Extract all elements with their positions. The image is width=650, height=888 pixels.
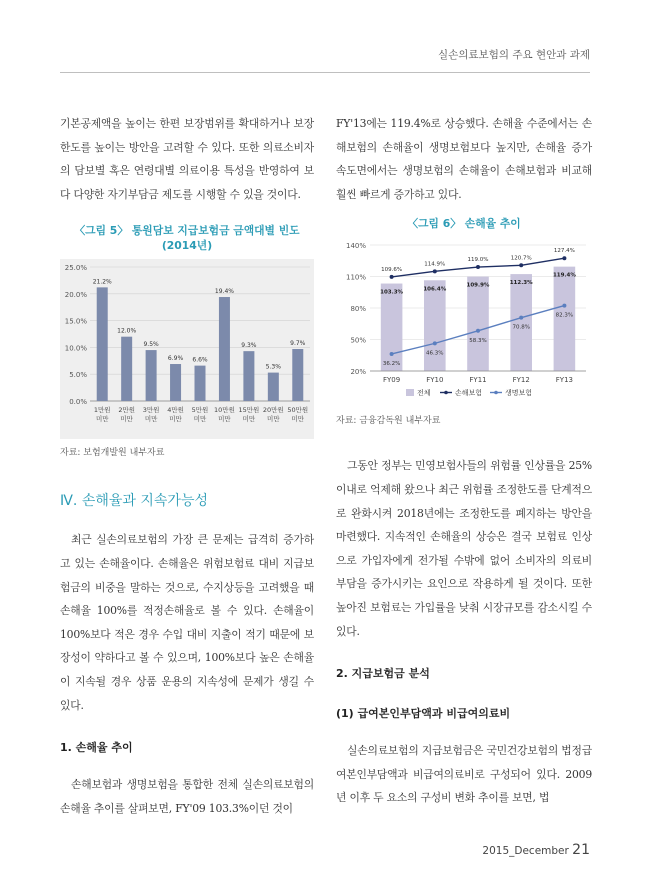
bar <box>243 352 254 402</box>
data-label: 103.3% <box>380 289 404 296</box>
x-tick-label: 미만 <box>95 415 109 424</box>
footer-label: 2015_December <box>482 845 569 857</box>
y-tick-label: 20% <box>350 368 366 377</box>
data-label: 109.6% <box>381 267 403 274</box>
x-tick-label: 3만원 <box>142 406 160 415</box>
data-point <box>562 304 566 308</box>
section-heading: Ⅳ. 손해율과 지속가능성 <box>60 493 208 510</box>
x-tick-label: 미만 <box>218 415 231 424</box>
data-label: 46.3% <box>426 350 444 357</box>
data-label: 127.4% <box>553 248 575 255</box>
paragraph: FY'13에는 119.4%로 상승했다. 손해율 수준에서는 손해보험의 손해율이 생명보험보다 높지만, 손해율 증가 속도면에서는 생명보험의 손해율이 손해보험과 비교해 훨씬 빠르게 증가하고 있다. <box>336 117 592 201</box>
data-label: 70.8% <box>512 325 530 332</box>
data-label: 6.6% <box>192 356 208 364</box>
x-tick-label: 15만원 <box>238 406 260 415</box>
y-tick-label: 10.0% <box>64 344 87 353</box>
bar <box>424 281 446 372</box>
figure-5-title: 〈그림 5〉 통원담보 지급보험금 금액대별 빈도(2014년) <box>74 224 300 253</box>
figure-6-chart <box>336 237 592 409</box>
bar <box>170 364 181 401</box>
right-column <box>336 112 592 810</box>
bar <box>510 274 532 371</box>
bar <box>554 267 576 371</box>
bar <box>195 366 206 401</box>
y-tick-label: 20.0% <box>64 291 87 300</box>
sub-sub-heading: (1) 급여본인부담액과 비급여의료비 <box>336 707 511 721</box>
y-tick-label: 15.0% <box>64 317 87 326</box>
x-tick-label: FY12 <box>512 376 530 385</box>
x-tick-label: 10만원 <box>214 406 235 415</box>
legend-marker <box>444 391 448 395</box>
y-tick-label: 50% <box>350 336 366 345</box>
data-point <box>519 316 523 320</box>
bar <box>97 288 108 402</box>
x-tick-label: FY11 <box>469 376 487 385</box>
running-header: 실손의료보험의 주요 현안과 과제 <box>437 49 590 61</box>
x-tick-label: 미만 <box>242 415 256 424</box>
paragraph: 최근 실손의료보험의 가장 큰 문제는 급격히 증가하고 있는 손해율이다. 손해율은 위험보험료 대비 지급보험금의 비중을 말하는 것으로, 수지상등을 고려했을 때 손해율 100%를 적정손해율로 볼 수 있다. 손해율이 100%보다 적은 경우 수입 대비 지출이 적기 때문에 보장성이 약하다고 볼 수 있으며, 100%보다 높은 손해율이 지속될 경우 상품 운용의 지속성에 문제가 생길 수 있다. <box>60 533 314 712</box>
bar <box>292 349 303 401</box>
data-point <box>390 352 394 356</box>
data-label: 58.3% <box>469 338 487 345</box>
bar <box>146 350 157 401</box>
x-tick-label: 2만원 <box>118 406 136 415</box>
data-label: 119.4% <box>552 273 576 280</box>
legend-swatch <box>406 389 414 396</box>
legend-label: 생명보험 <box>505 389 533 398</box>
data-label: 120.7% <box>510 255 532 262</box>
y-tick-label: 80% <box>350 305 366 314</box>
data-label: 112.3% <box>509 280 533 287</box>
y-tick-label: 110% <box>345 273 366 282</box>
data-point <box>519 264 523 268</box>
y-tick-label: 0.0% <box>69 398 87 407</box>
left-column <box>60 112 314 820</box>
chart-background <box>336 237 592 409</box>
data-label: 114.9% <box>424 261 446 268</box>
paragraph: 실손의료보험의 지급보험금은 국민건강보험의 법정급여본인부담액과 비급여의료비로 구성되어 있다. 2009년 이후 두 요소의 구성비 변화 추이를 보면, 법 <box>336 744 592 805</box>
paragraph: 손해보험과 생명보험을 통합한 전체 실손의료보험의 손해율 추이를 살펴보면, FY'09 103.3%이던 것이 <box>60 778 314 815</box>
sub-heading: 2. 지급보험금 분석 <box>336 667 430 681</box>
data-point <box>390 275 394 279</box>
legend-label: 전체 <box>417 389 431 398</box>
data-label: 12.0% <box>117 328 137 336</box>
data-label: 19.4% <box>214 288 234 296</box>
data-label: 9.3% <box>241 342 257 350</box>
y-tick-label: 5.0% <box>69 371 87 380</box>
data-point <box>476 265 480 269</box>
legend-label: 손해보험 <box>455 389 483 398</box>
page-footer <box>482 842 590 858</box>
y-tick-label: 25.0% <box>64 264 87 273</box>
x-tick-label: 미만 <box>193 415 207 424</box>
bar <box>268 373 279 401</box>
x-tick-label: 20만원 <box>262 406 284 415</box>
data-label: 82.3% <box>555 312 574 319</box>
data-point <box>433 342 437 346</box>
figure-5-source: 자료: 보험개발원 내부자료 <box>60 448 165 459</box>
data-label: 9.5% <box>143 341 159 349</box>
figure-6-title: 〈그림 6〉 손해율 추이 <box>407 217 521 231</box>
data-label: 106.4% <box>423 286 447 293</box>
data-label: 36.2% <box>382 361 401 368</box>
bar <box>467 277 489 371</box>
x-tick-label: 미만 <box>291 415 305 424</box>
legend-marker <box>494 391 498 395</box>
bar <box>121 337 132 401</box>
bar <box>219 297 230 401</box>
data-point <box>476 329 480 333</box>
paragraph: 그동안 정부는 민영보험사들의 위험률 인상률을 25% 이내로 억제해 왔으나 최근 위험률 조정한도를 단계적으로 완화시켜 2018년에는 조정한도를 폐지하는 방안을 마련했다. 지속적인 손해율의 상승은 결국 보험료 인상으로 가입자에게 전가될 수밖에 없어 소비자의 의료비 부담을 증가시키는 요인으로 작용하게 될 것이다. 또한 높아진 보험료는 가입률을 낮춰 시장규모를 감소시킬 수 있다. <box>336 459 592 638</box>
data-point <box>433 270 437 274</box>
data-label: 119.0% <box>467 257 489 264</box>
data-point <box>562 257 566 261</box>
data-label: 9.7% <box>290 340 306 348</box>
x-tick-label: 1만원 <box>93 406 111 415</box>
data-label: 109.9% <box>466 282 490 289</box>
x-tick-label: 4만원 <box>167 406 184 415</box>
figure-5-chart <box>60 259 314 439</box>
x-tick-label: 5만원 <box>191 406 209 415</box>
x-tick-label: 50만원 <box>287 406 309 415</box>
data-label: 6.9% <box>167 355 184 363</box>
x-tick-label: 미만 <box>267 415 280 424</box>
paragraph: 기본공제액을 높이는 한편 보장범위를 확대하거나 보장 한도를 높이는 방안을 고려할 수 있다. 또한 의료소비자의 담보별 혹은 연령대별 의료이용 특성을 반영하여 보다 다양한 자기부담금 제도를 시행할 수 있을 것이다. <box>60 117 314 201</box>
x-tick-label: 미만 <box>169 415 182 424</box>
x-tick-label: 미만 <box>120 415 133 424</box>
sub-heading: 1. 손해율 추이 <box>60 741 133 755</box>
x-tick-label: FY10 <box>426 376 444 385</box>
x-tick-label: FY09 <box>382 376 401 385</box>
header-rule <box>60 72 590 73</box>
data-label: 5.3% <box>265 363 281 371</box>
y-tick-label: 140% <box>345 242 366 251</box>
x-tick-label: FY13 <box>555 376 574 385</box>
page-number: 21 <box>572 842 590 858</box>
data-label: 21.2% <box>92 278 112 286</box>
x-tick-label: 미만 <box>144 415 158 424</box>
bar <box>381 284 403 371</box>
figure-6-source: 자료: 금융감독원 내부자료 <box>336 416 441 427</box>
